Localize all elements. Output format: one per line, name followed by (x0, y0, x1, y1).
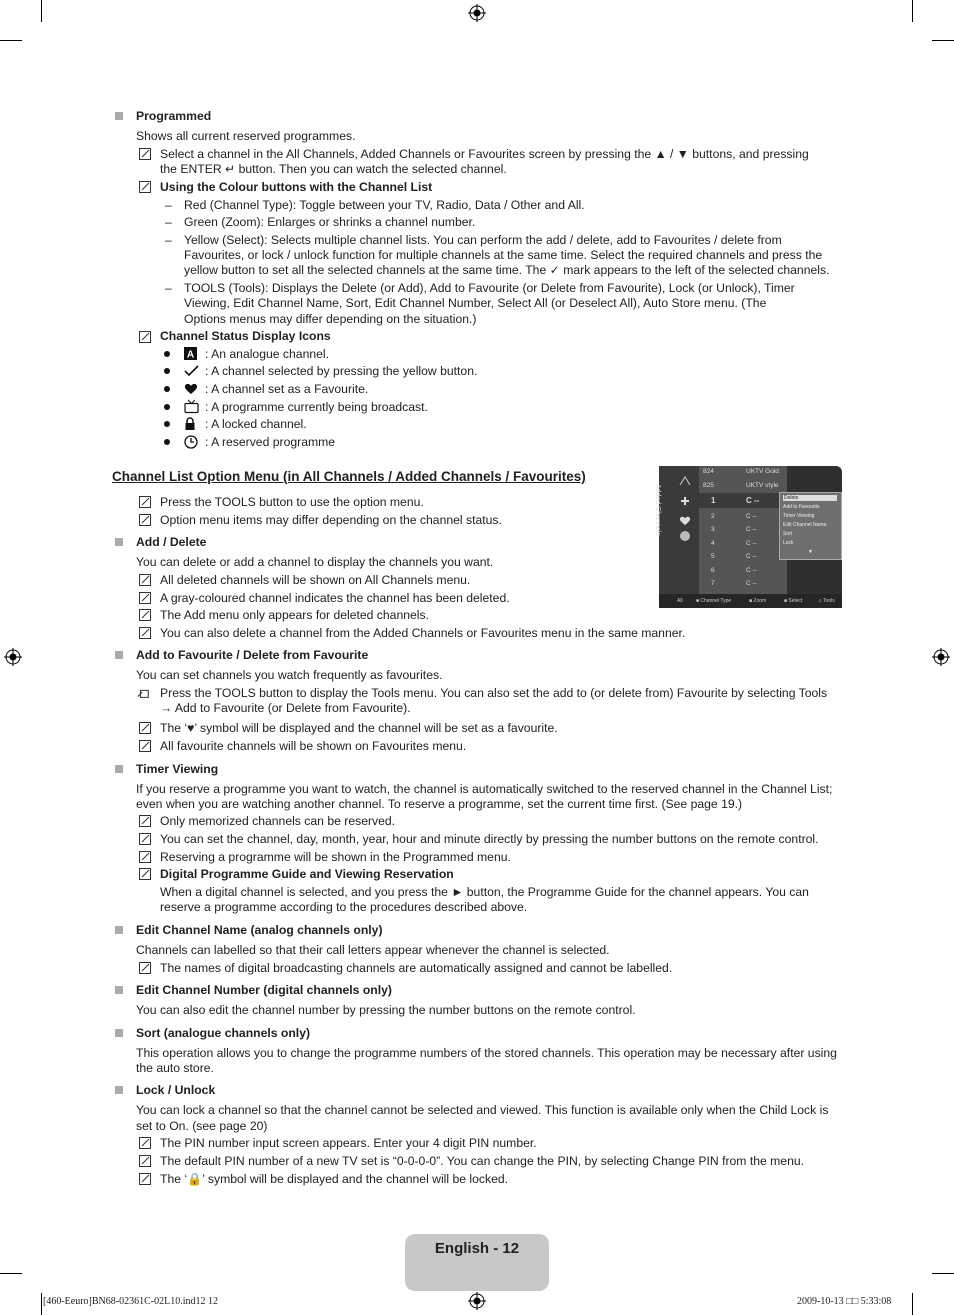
crop-mark (932, 40, 954, 41)
clock-icon (679, 530, 691, 542)
section-desc: You can also edit the channel number by pressing the number buttons on the remote control. (136, 1003, 636, 1017)
note-icon (139, 609, 152, 621)
section-desc: You can delete or add a channel to display the channels you want. (136, 555, 494, 569)
list-item: Green (Zoom): Enlarges or shrinks a channel number. (184, 215, 476, 229)
dash-bullet: – (165, 215, 172, 229)
crop-mark (912, 1293, 913, 1315)
icon-desc: : A programme currently being broadcast. (205, 400, 428, 414)
note-text: Reserving a programme will be shown in the Programmed menu. (160, 850, 511, 864)
note-text: the ENTER ↵ button. Then you can watch the selected channel. (160, 162, 507, 176)
note-icon (139, 962, 152, 974)
screen-bar-item: ♫ Tools (818, 598, 835, 604)
note-icon (139, 740, 152, 752)
section-desc: This operation allows you to change the programme numbers of the stored channels. This operation may be necessary after using (136, 1046, 837, 1060)
note-icon (139, 833, 152, 845)
screen-bar-item: All (677, 598, 683, 604)
section-title: Lock / Unlock (136, 1083, 216, 1097)
crop-mark (41, 1293, 42, 1315)
list-bullet (164, 368, 170, 374)
note-text: The PIN number input screen appears. Enter your 4 digit PIN number. (160, 1136, 537, 1150)
list-item: Red (Channel Type): Toggle between your TV, Radio, Data / Other and All. (184, 198, 585, 212)
section-bullet (115, 112, 123, 120)
screen-options-menu (779, 492, 842, 560)
note-heading: Digital Programme Guide and Viewing Reservation (160, 867, 454, 881)
screen-menu-item: Edit Channel Name (783, 522, 827, 528)
registration-mark-icon (4, 648, 22, 666)
note-text: Only memorized channels can be reserved. (160, 814, 396, 828)
note-text: The Add menu only appears for deleted channels. (160, 608, 429, 622)
section-bullet (115, 765, 123, 773)
section-desc: Channels can labelled so that their call letters appear whenever the channel is selected. (136, 943, 610, 957)
note-icon (139, 496, 152, 508)
note-text: The names of digital broadcasting channels are automatically assigned and cannot be labelled. (160, 961, 673, 975)
section-title: Programmed (136, 109, 212, 123)
section-bullet (115, 1086, 123, 1094)
screen-menu-item: Delete (783, 495, 837, 501)
print-slug-right: 2009-10-13 □□ 5:33:08 (797, 1296, 892, 1307)
antenna-icon (679, 476, 691, 486)
note-text: Press the TOOLS button to display the Tools menu. You can also set the add to (or delete from) Favourite by selecting Tools (160, 686, 828, 700)
section-heading: Channel List Option Menu (in All Channels / Added Channels / Favourites) (112, 469, 586, 484)
crop-mark (41, 0, 42, 22)
list-item: Options menus may differ depending on the situation.) (184, 312, 477, 326)
list-bullet (164, 404, 170, 410)
section-desc: set to On. (see page 20) (136, 1119, 268, 1133)
note-text: Select a channel in the All Channels, Added Channels or Favourites screen by pressing the ▲ / ▼ buttons, and pressing (160, 147, 809, 161)
note-icon (139, 331, 152, 343)
screen-menu-item: Add to Favourite (783, 504, 820, 510)
icon-desc: : A channel set as a Favourite. (205, 382, 369, 396)
note-text: The ‘🔒’ symbol will be displayed and the channel will be locked. (160, 1172, 509, 1186)
icon-desc: : A reserved programme (205, 435, 336, 449)
channel-list-screenshot: Added Channels 824 UKTV Gold 825 UKTV style 1 C -- 2 C -- 3 C -- 4 C -- 5 C -- 6 C -- 7 C -- Delete Add to Favourite Timer Viewing Edit Channel Name Sort Lock ▼ All ■ Channel Type ■ Zoom ■ Select ♫ Tools (659, 466, 842, 608)
screen-side-label: Added Channels (654, 484, 661, 536)
section-title: Add / Delete (136, 535, 207, 549)
dash-bullet: – (165, 233, 172, 247)
analogue-channel-icon (184, 347, 197, 360)
note-text: You can also delete a channel from the Added Channels or Favourites menu in the same manner. (160, 626, 686, 640)
down-arrow-icon: ▼ (808, 549, 813, 555)
note-text: You can set the channel, day, month, year, hour and minute directly by pressing the number buttons on the remote control. (160, 832, 819, 846)
icon-desc: : A locked channel. (205, 417, 307, 431)
screen-menu-item: Sort (783, 531, 793, 537)
section-title: Sort (analogue channels only) (136, 1026, 311, 1040)
registration-mark-icon (468, 4, 486, 22)
list-item: Yellow (Select): Selects multiple channel lists. You can perform the add / delete, add to Favourites / delete from (184, 233, 782, 247)
crop-mark (932, 1273, 954, 1274)
note-text: The ‘♥’ symbol will be displayed and the channel will be set as a favourite. (160, 721, 558, 735)
registration-mark-icon (932, 648, 950, 666)
note-icon (139, 181, 152, 193)
section-desc: You can lock a channel so that the channel cannot be selected and viewed. This function is available only when the Child Lock is (136, 1103, 829, 1117)
list-bullet (164, 386, 170, 392)
note-text: The default PIN number of a new TV set is “0-0-0-0”. You can change the PIN, by selecting Change PIN from the menu. (160, 1154, 805, 1168)
section-title: Add to Favourite / Delete from Favourite (136, 648, 369, 662)
screen-bar-item: ■ Zoom (749, 598, 767, 604)
screen-menu-item: Lock (783, 540, 794, 546)
registration-mark-icon (468, 1292, 486, 1310)
section-bullet (115, 1029, 123, 1037)
note-icon (139, 851, 152, 863)
note-heading: Using the Colour buttons with the Channel List (160, 180, 433, 194)
section-title: Timer Viewing (136, 762, 219, 776)
screen-menu-item: Timer Viewing (783, 513, 815, 519)
list-bullet (164, 421, 170, 427)
note-text: Press the TOOLS button to use the option menu. (160, 495, 424, 509)
list-bullet (164, 439, 170, 445)
crop-mark (0, 1273, 22, 1274)
list-item: TOOLS (Tools): Displays the Delete (or Add), Add to Favourite (or Delete from Favourite), Lock (or Unlock), Timer (184, 281, 795, 295)
note-text: When a digital channel is selected, and you press the ► button, the Programme Guide for the channel appears. You can (160, 885, 809, 899)
note-icon (139, 868, 152, 880)
section-bullet (115, 538, 123, 546)
note-icon (139, 1137, 152, 1149)
section-title: Edit Channel Name (analog channels only) (136, 923, 383, 937)
section-title: Edit Channel Number (digital channels only) (136, 983, 392, 997)
note-text: → Add to Favourite (or Delete from Favourite). (160, 701, 411, 715)
clock-icon (184, 435, 198, 449)
icon-desc: : An analogue channel. (205, 347, 330, 361)
list-item: Favourites, or lock / unlock function for multiple channels at the same time. Select the required channels and press the (184, 248, 823, 262)
note-icon (139, 815, 152, 827)
heart-icon (679, 516, 691, 526)
add-icon (679, 496, 691, 506)
screen-bar-item: ■ Select (784, 598, 803, 604)
dash-bullet: – (165, 281, 172, 295)
lock-icon (184, 417, 196, 431)
note-icon (139, 574, 152, 586)
crop-mark (912, 0, 913, 22)
heart-icon (184, 383, 198, 395)
note-icon (139, 148, 152, 160)
note-icon (139, 627, 152, 639)
tv-broadcast-icon (184, 400, 199, 413)
note-text: reserve a programme according to the procedures described above. (160, 900, 528, 914)
note-text: Option menu items may differ depending on the channel status. (160, 513, 502, 527)
list-bullet (164, 351, 170, 357)
note-icon (139, 722, 152, 734)
icon-desc: : A channel selected by pressing the yellow button. (205, 364, 478, 378)
list-item: Viewing, Edit Channel Name, Sort, Edit Channel Number, Select All (or Deselect All), Auto Store menu. (The (184, 296, 767, 310)
note-icon (139, 592, 152, 604)
note-icon (139, 514, 152, 526)
note-text: All deleted channels will be shown on All Channels menu. (160, 573, 471, 587)
section-bullet (115, 926, 123, 934)
dash-bullet: – (165, 198, 172, 212)
check-icon (184, 365, 199, 377)
section-desc: the auto store. (136, 1061, 214, 1075)
section-desc: If you reserve a programme you want to watch, the channel is automatically switched to the reserved channel in the Channel List; (136, 782, 833, 796)
note-icon (139, 1155, 152, 1167)
note-text: A gray-coloured channel indicates the channel has been deleted. (160, 591, 510, 605)
section-desc: Shows all current reserved programmes. (136, 129, 356, 143)
screen-bar-item: ■ Channel Type (696, 598, 732, 604)
note-icon (139, 1173, 152, 1185)
print-slug-left: [460-Eeuro]BN68-02361C-02L10.ind12 12 (43, 1296, 218, 1307)
note-text: All favourite channels will be shown on Favourites menu. (160, 739, 467, 753)
section-bullet (115, 986, 123, 994)
section-desc: even when you are watching another channel. To reserve a programme, set the current time first. (See page 19.) (136, 797, 743, 811)
note-heading: Channel Status Display Icons (160, 329, 331, 343)
tools-icon (137, 687, 150, 699)
section-desc: You can set channels you watch frequently as favourites. (136, 668, 443, 682)
crop-mark (0, 40, 22, 41)
list-item: yellow button to set all the selected channels at the same time. The ✓ mark appears to the left of the selected channels. (184, 263, 830, 277)
screen-bottom-bar (659, 594, 842, 608)
section-bullet (115, 651, 123, 659)
svg-text:A: A (186, 349, 195, 361)
page-number: English - 12 (434, 1240, 520, 1257)
